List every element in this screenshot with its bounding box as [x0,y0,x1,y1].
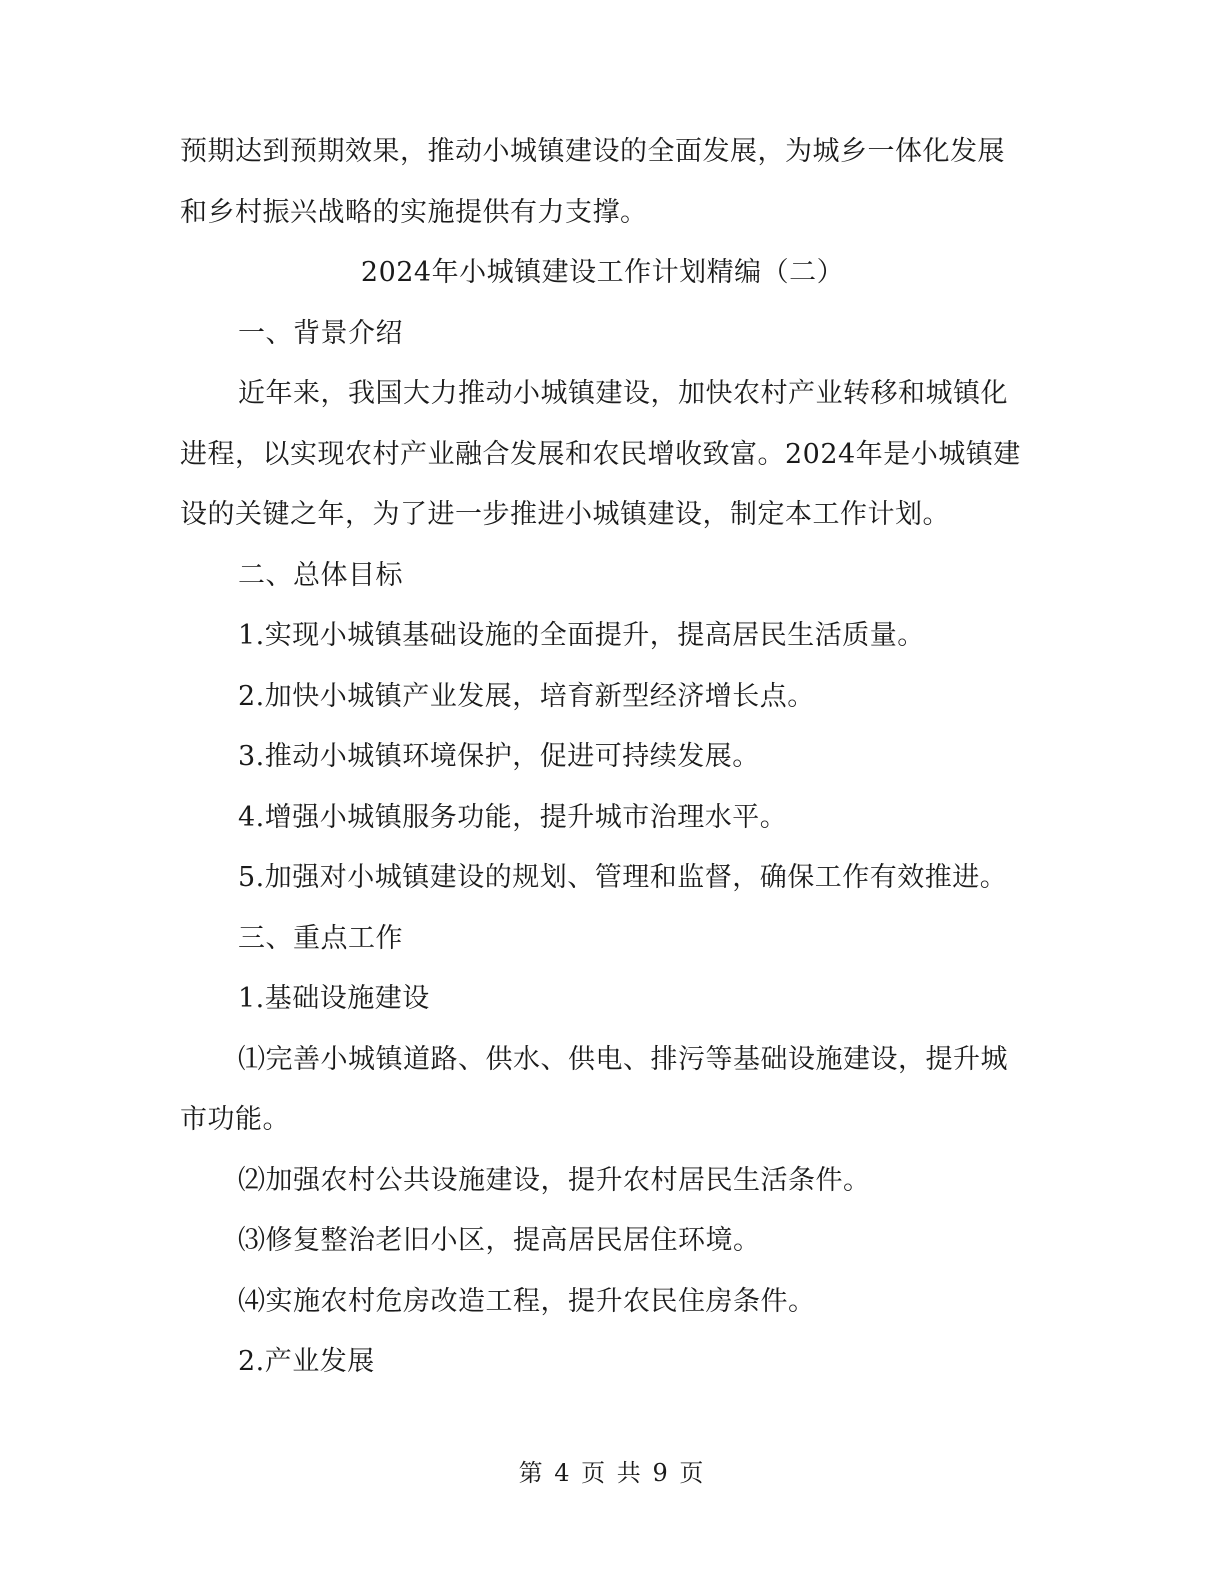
body-line: 市功能。 [180,1104,290,1135]
body-line: 进程，以实现农村产业融合发展和农民增收致富。2024年是小城镇建 [180,438,1021,470]
list-item: 1.实现小城镇基础设施的全面提升，提高居民生活质量。 [238,620,925,651]
list-item: 4.增强小城镇服务功能，提升城市治理水平。 [238,801,788,833]
section-title: 2024年小城镇建设工作计划精编（二） [360,257,845,288]
subheading-infrastructure: 1.基础设施建设 [238,983,430,1014]
list-item: 5.加强对小城镇建设的规划、管理和监督，确保工作有效推进。 [238,862,1008,893]
body-line: 预期达到预期效果，推动小城镇建设的全面发展，为城乡一体化发展 [180,136,1005,167]
list-item: ⑴完善小城镇道路、供水、供电、排污等基础设施建设，提升城 [238,1043,1008,1075]
heading-overall-goals: 二、总体目标 [238,559,403,591]
heading-background: 一、背景介绍 [238,317,403,349]
body-line: 设的关键之年，为了进一步推进小城镇建设，制定本工作计划。 [180,499,950,530]
document-body [180,122,1025,1393]
body-line: 和乡村振兴战略的实施提供有力支撑。 [180,196,648,228]
list-item: ⑵加强农村公共设施建设，提升农村居民生活条件。 [238,1164,871,1196]
subheading-industry: 2.产业发展 [238,1346,375,1377]
heading-key-work: 三、重点工作 [238,922,403,954]
list-item: 2.加快小城镇产业发展，培育新型经济增长点。 [238,680,815,712]
list-item: 3.推动小城镇环境保护，促进可持续发展。 [238,741,760,772]
page-number-footer: 第 4 页 共 9 页 [518,1459,706,1487]
list-item: ⑷实施农村危房改造工程，提升农民住房条件。 [238,1285,816,1317]
body-line: 近年来，我国大力推动小城镇建设，加快农村产业转移和城镇化 [238,378,1008,409]
list-item: ⑶修复整治老旧小区，提高居民居住环境。 [238,1225,761,1256]
